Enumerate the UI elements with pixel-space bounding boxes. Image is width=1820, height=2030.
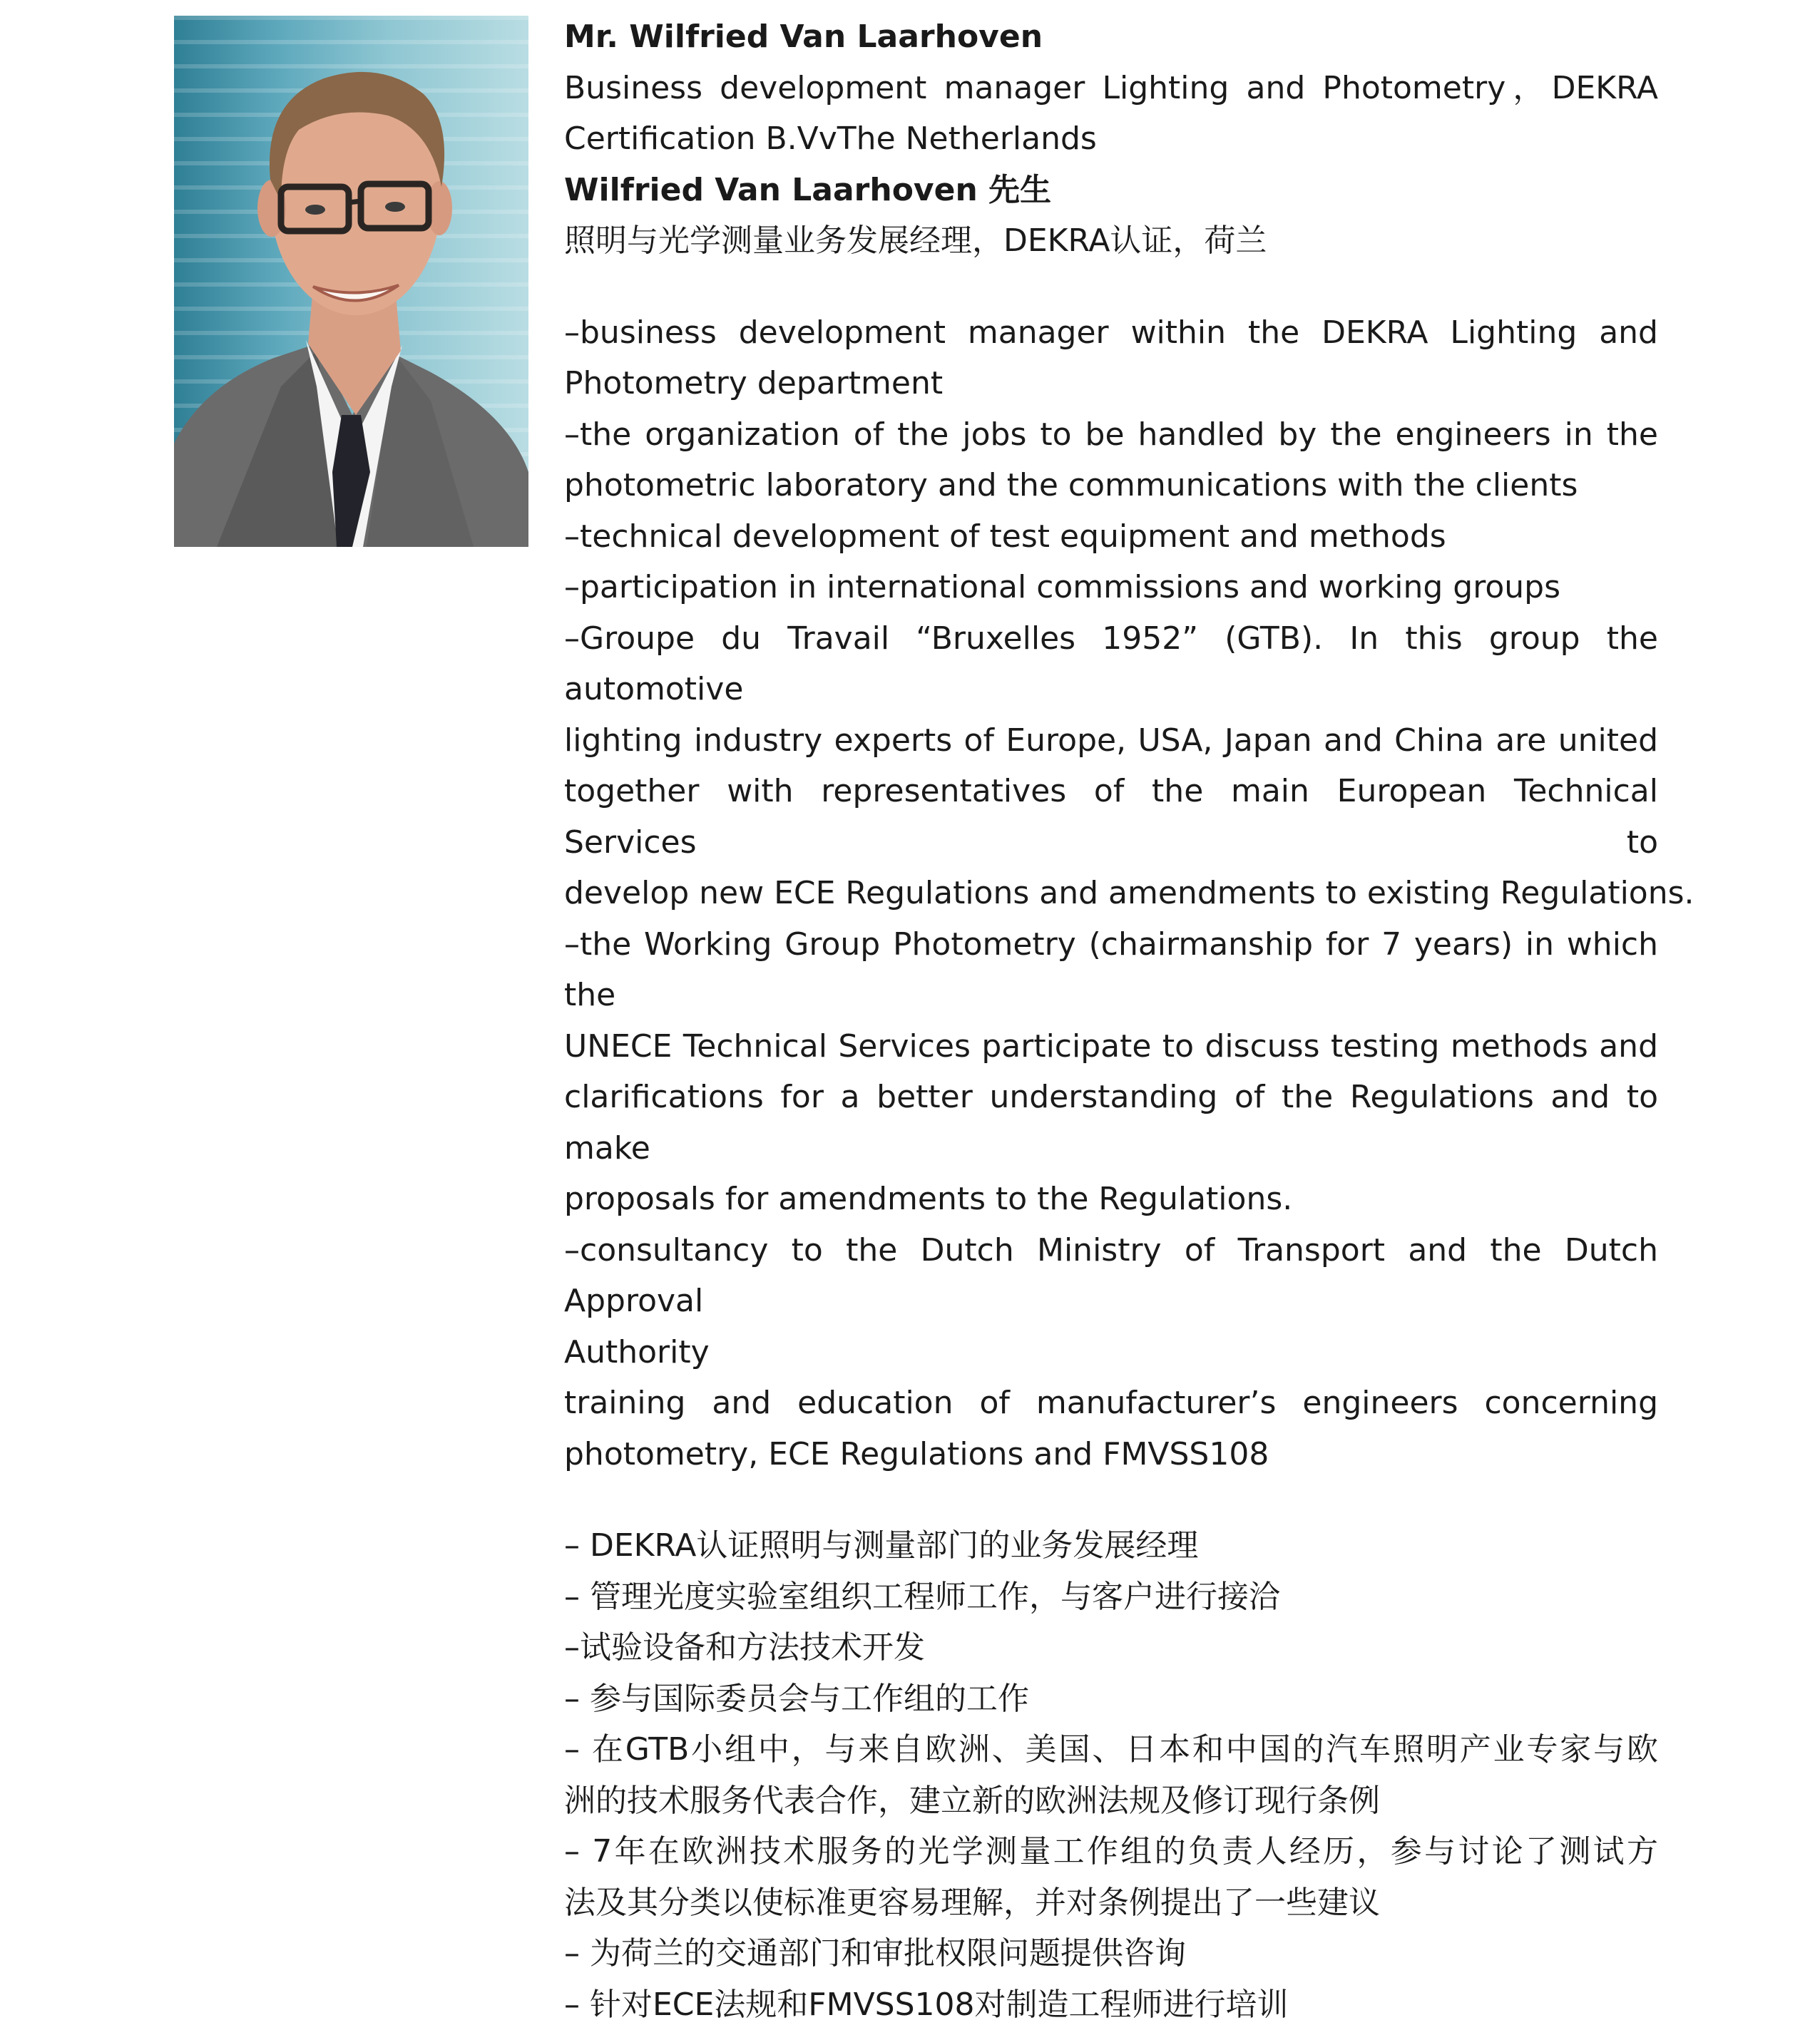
english-bio-line: together with representatives of the main European Technical Services to [564, 766, 1658, 868]
english-bio-line: UNECE Technical Services participate to discuss testing methods and [564, 1021, 1658, 1072]
section-spacer [564, 1480, 1658, 1520]
title-english-line-2: Certification B.VvThe Netherlands [564, 113, 1658, 165]
name-chinese: Wilfried Van Laarhoven 先生 [564, 165, 1658, 216]
english-bio-line: Authority [564, 1327, 1658, 1378]
english-bio-line: –the organization of the jobs to be handled by the engineers in the [564, 409, 1658, 461]
english-bio-line: clarifications for a better understanding of the Regulations and to make [564, 1072, 1658, 1174]
chinese-bio-line: – 7年在欧洲技术服务的光学测量工作组的负责人经历，参与讨论了测试方 [564, 1826, 1658, 1877]
english-bio-line: training and education of manufacturer’s engineers concerning [564, 1378, 1658, 1429]
chinese-bio-section [564, 1520, 1658, 2030]
chinese-bio-line: – 在GTB小组中，与来自欧洲、美国、日本和中国的汽车照明产业专家与欧 [564, 1724, 1658, 1775]
english-bio-line: –business development manager within the DEKRA Lighting and [564, 307, 1658, 359]
title-english-line-1: Business development manager Lighting and Photometry，DEKRA [564, 63, 1658, 114]
english-bio-line: photometry, ECE Regulations and FMVSS108 [564, 1429, 1658, 1480]
english-bio-line: –participation in international commissions and working groups [564, 562, 1658, 613]
chinese-bio-line: 洲的技术服务代表合作，建立新的欧洲法规及修订现行条例 [564, 1775, 1658, 1827]
chinese-bio-line: – 管理光度实验室组织工程师工作，与客户进行接洽 [564, 1572, 1658, 1623]
name-english: Mr. Wilfried Van Laarhoven [564, 11, 1658, 63]
title-chinese: 照明与光学测量业务发展经理，DEKRA认证，荷兰 [564, 215, 1658, 267]
chinese-bio-line: – DEKRA认证照明与测量部门的业务发展经理 [564, 1520, 1658, 1572]
portrait-photo [174, 16, 528, 547]
english-bio-line: develop new ECE Regulations and amendments to existing Regulations. [564, 868, 1658, 919]
english-bio-line: –consultancy to the Dutch Ministry of Transport and the Dutch Approval [564, 1225, 1658, 1327]
english-bio-line: proposals for amendments to the Regulations. [564, 1174, 1658, 1225]
chinese-bio-line: – 参与国际委员会与工作组的工作 [564, 1673, 1658, 1725]
english-bio-line: –the Working Group Photometry (chairmanship for 7 years) in which the [564, 919, 1658, 1021]
section-spacer [564, 267, 1658, 307]
portrait-illustration [174, 16, 528, 547]
chinese-bio-line: 法及其分类以使标准更容易理解，并对条例提出了一些建议 [564, 1877, 1658, 1929]
english-bio-section [564, 307, 1658, 1480]
english-bio-line: lighting industry experts of Europe, USA, Japan and China are united [564, 715, 1658, 767]
chinese-bio-line: – 针对ECE法规和FMVSS108对制造工程师进行培训 [564, 1979, 1658, 2030]
chinese-bio-line: – 为荷兰的交通部门和审批权限问题提供咨询 [564, 1928, 1658, 1979]
biography-text [564, 11, 1658, 2030]
english-bio-line: photometric laboratory and the communications with the clients [564, 460, 1658, 511]
english-bio-line: –technical development of test equipment and methods [564, 511, 1658, 563]
english-bio-line: –Groupe du Travail “Bruxelles 1952” (GTB). In this group the automotive [564, 613, 1658, 715]
english-bio-line: Photometry department [564, 358, 1658, 409]
chinese-bio-line: –试验设备和方法技术开发 [564, 1622, 1658, 1673]
